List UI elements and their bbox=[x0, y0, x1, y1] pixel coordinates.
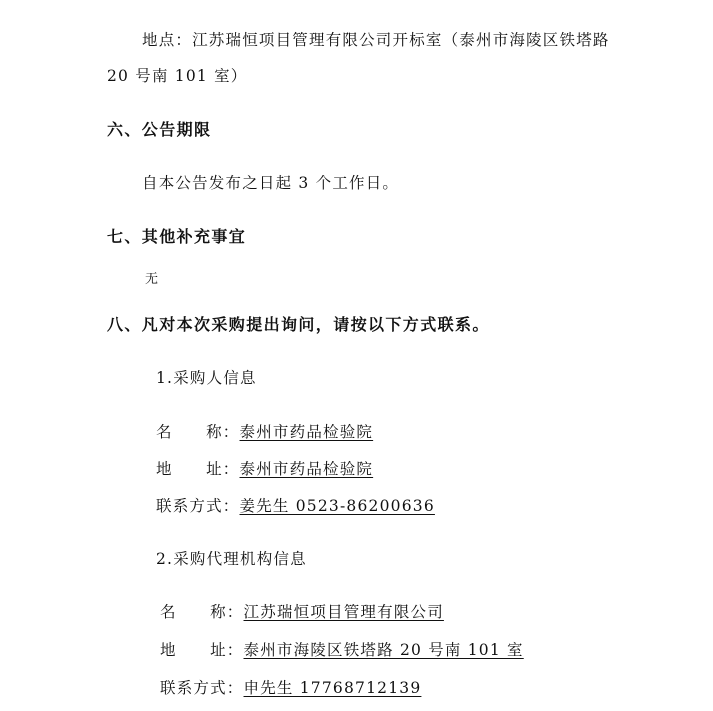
section-7-heading: 七、其他补充事宜 bbox=[107, 227, 247, 246]
location-line-2: 20 号南 101 室） bbox=[107, 67, 248, 85]
agency-address-label: 地 址： bbox=[160, 641, 244, 659]
agency-contact-label: 联系方式： bbox=[160, 679, 244, 697]
agency-contact-value: 申先生 17768712139 bbox=[243, 679, 422, 697]
purchaser-info-title: 1.采购人信息 bbox=[156, 369, 257, 387]
agency-contact-row bbox=[160, 678, 421, 698]
section-6-body: 自本公告发布之日起 3 个工作日。 bbox=[142, 174, 400, 192]
purchaser-contact-row bbox=[156, 496, 435, 516]
location-line-1: 地点：江苏瑞恒项目管理有限公司开标室（泰州市海陵区铁塔路 bbox=[142, 31, 610, 49]
agency-address-row bbox=[160, 640, 524, 660]
section-8-heading: 八、凡对本次采购提出询问，请按以下方式联系。 bbox=[107, 315, 490, 334]
section-6-heading: 六、公告期限 bbox=[107, 120, 212, 139]
section-7-body: 无 bbox=[145, 272, 160, 287]
agency-address-value: 泰州市海陵区铁塔路 20 号南 101 室 bbox=[243, 641, 524, 659]
purchaser-contact-value: 姜先生 0523-86200636 bbox=[239, 497, 435, 515]
agency-name-row bbox=[160, 602, 444, 622]
purchaser-address-value: 泰州市药品检验院 bbox=[239, 460, 374, 478]
purchaser-name-value: 泰州市药品检验院 bbox=[239, 423, 374, 441]
purchaser-address-row bbox=[156, 459, 373, 479]
agency-name-value: 江苏瑞恒项目管理有限公司 bbox=[243, 603, 444, 621]
purchaser-name-label: 名 称： bbox=[156, 423, 240, 441]
purchaser-contact-label: 联系方式： bbox=[156, 497, 240, 515]
agency-name-label: 名 称： bbox=[160, 603, 244, 621]
purchaser-address-label: 地 址： bbox=[156, 460, 240, 478]
purchaser-name-row bbox=[156, 422, 373, 442]
agency-info-title: 2.采购代理机构信息 bbox=[156, 550, 307, 568]
